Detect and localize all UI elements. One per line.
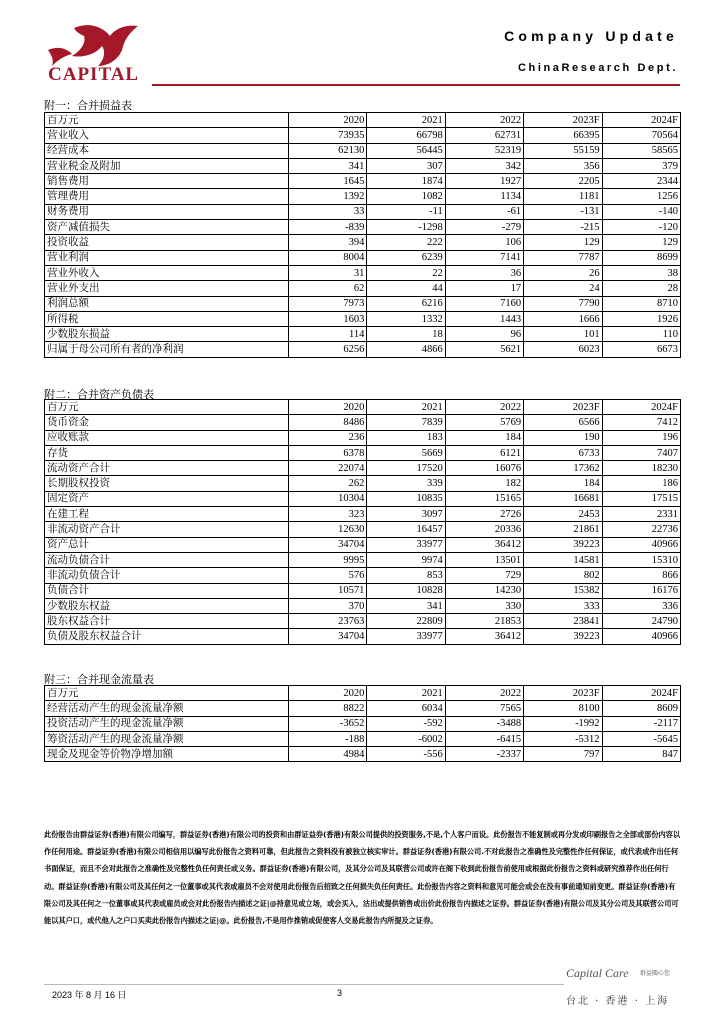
value-cell: 1443 bbox=[445, 311, 523, 326]
value-cell: 8710 bbox=[602, 296, 680, 311]
table-header-row bbox=[45, 113, 681, 128]
table-row bbox=[45, 281, 681, 296]
value-cell: 8609 bbox=[602, 701, 680, 716]
table-row bbox=[45, 430, 681, 445]
value-cell: 15165 bbox=[445, 491, 523, 506]
value-cell: 21861 bbox=[524, 522, 602, 537]
value-cell: 7973 bbox=[289, 296, 367, 311]
value-cell: 6566 bbox=[524, 415, 602, 430]
value-cell: 4866 bbox=[367, 342, 445, 357]
table-row bbox=[45, 716, 681, 731]
row-label: 营业利润 bbox=[45, 250, 289, 265]
value-cell: 5669 bbox=[367, 445, 445, 460]
value-cell: 44 bbox=[367, 281, 445, 296]
table-row bbox=[45, 445, 681, 460]
value-cell: 1926 bbox=[602, 311, 680, 326]
row-label: 经营活动产生的现金流量净额 bbox=[45, 701, 289, 716]
row-label: 财务费用 bbox=[45, 204, 289, 219]
unit-label: 百万元 bbox=[45, 113, 289, 128]
year-header: 2020 bbox=[289, 400, 367, 415]
table-row bbox=[45, 128, 681, 143]
value-cell: 379 bbox=[602, 158, 680, 173]
value-cell: 24 bbox=[524, 281, 602, 296]
row-label: 固定资产 bbox=[45, 491, 289, 506]
row-label: 所得税 bbox=[45, 311, 289, 326]
value-cell: 182 bbox=[445, 476, 523, 491]
year-header: 2024F bbox=[602, 113, 680, 128]
value-cell: 36 bbox=[445, 265, 523, 280]
value-cell: 1874 bbox=[367, 174, 445, 189]
value-cell: 6256 bbox=[289, 342, 367, 357]
row-label: 营业外收入 bbox=[45, 265, 289, 280]
table-row bbox=[45, 614, 681, 629]
row-label: 营业税金及附加 bbox=[45, 158, 289, 173]
value-cell: -215 bbox=[524, 220, 602, 235]
value-cell: 342 bbox=[445, 158, 523, 173]
footer-divider bbox=[44, 984, 564, 985]
row-label: 货币资金 bbox=[45, 415, 289, 430]
value-cell: 8100 bbox=[524, 701, 602, 716]
value-cell: 101 bbox=[524, 327, 602, 342]
value-cell: 222 bbox=[367, 235, 445, 250]
value-cell: 3097 bbox=[367, 507, 445, 522]
unit-label: 百万元 bbox=[45, 400, 289, 415]
value-cell: -5645 bbox=[602, 731, 680, 746]
table-row bbox=[45, 158, 681, 173]
value-cell: 39223 bbox=[524, 537, 602, 552]
value-cell: -11 bbox=[367, 204, 445, 219]
value-cell: 9974 bbox=[367, 552, 445, 567]
value-cell: 196 bbox=[602, 430, 680, 445]
value-cell: 4984 bbox=[289, 747, 367, 762]
value-cell: 6378 bbox=[289, 445, 367, 460]
value-cell: 18230 bbox=[602, 461, 680, 476]
value-cell: 10304 bbox=[289, 491, 367, 506]
table-row bbox=[45, 476, 681, 491]
year-header: 2023F bbox=[524, 113, 602, 128]
value-cell: 21853 bbox=[445, 614, 523, 629]
value-cell: 6733 bbox=[524, 445, 602, 460]
value-cell: 1134 bbox=[445, 189, 523, 204]
value-cell: 1392 bbox=[289, 189, 367, 204]
row-label: 少数股东损益 bbox=[45, 327, 289, 342]
value-cell: 39223 bbox=[524, 629, 602, 644]
page-number: 3 bbox=[337, 988, 343, 998]
value-cell: 13501 bbox=[445, 552, 523, 567]
row-label: 长期股权投资 bbox=[45, 476, 289, 491]
value-cell: 20336 bbox=[445, 522, 523, 537]
value-cell: 26 bbox=[524, 265, 602, 280]
value-cell: 22 bbox=[367, 265, 445, 280]
value-cell: -3488 bbox=[445, 716, 523, 731]
value-cell: 6023 bbox=[524, 342, 602, 357]
value-cell: 31 bbox=[289, 265, 367, 280]
table-row bbox=[45, 461, 681, 476]
year-header: 2021 bbox=[367, 400, 445, 415]
value-cell: -140 bbox=[602, 204, 680, 219]
year-header: 2021 bbox=[367, 686, 445, 701]
value-cell: -6415 bbox=[445, 731, 523, 746]
department-label: ChinaResearch Dept. bbox=[517, 62, 678, 74]
value-cell: 16457 bbox=[367, 522, 445, 537]
value-cell: 114 bbox=[289, 327, 367, 342]
value-cell: 66798 bbox=[367, 128, 445, 143]
cashflow-statement-table bbox=[44, 685, 681, 762]
year-header: 2024F bbox=[602, 686, 680, 701]
table-row bbox=[45, 731, 681, 746]
value-cell: 6034 bbox=[367, 701, 445, 716]
value-cell: 7407 bbox=[602, 445, 680, 460]
year-header: 2022 bbox=[445, 686, 523, 701]
value-cell: 22809 bbox=[367, 614, 445, 629]
value-cell: -188 bbox=[289, 731, 367, 746]
row-label: 归属于母公司所有者的净利润 bbox=[45, 342, 289, 357]
value-cell: 6239 bbox=[367, 250, 445, 265]
value-cell: 8822 bbox=[289, 701, 367, 716]
cashflow-statement-title: 附三：合并现金流量表 bbox=[44, 674, 154, 686]
value-cell: -839 bbox=[289, 220, 367, 235]
table-row bbox=[45, 250, 681, 265]
table-row bbox=[45, 491, 681, 506]
row-label: 流动负债合计 bbox=[45, 552, 289, 567]
row-label: 资产总计 bbox=[45, 537, 289, 552]
year-header: 2020 bbox=[289, 686, 367, 701]
table-row bbox=[45, 189, 681, 204]
value-cell: 58565 bbox=[602, 143, 680, 158]
value-cell: 341 bbox=[367, 598, 445, 613]
value-cell: -3652 bbox=[289, 716, 367, 731]
row-label: 少数股东权益 bbox=[45, 598, 289, 613]
value-cell: -131 bbox=[524, 204, 602, 219]
table-row bbox=[45, 296, 681, 311]
value-cell: 323 bbox=[289, 507, 367, 522]
value-cell: 14230 bbox=[445, 583, 523, 598]
value-cell: 16176 bbox=[602, 583, 680, 598]
row-label: 管理费用 bbox=[45, 189, 289, 204]
value-cell: 16076 bbox=[445, 461, 523, 476]
table-row bbox=[45, 311, 681, 326]
value-cell: 96 bbox=[445, 327, 523, 342]
value-cell: 62 bbox=[289, 281, 367, 296]
page-header bbox=[0, 0, 724, 92]
value-cell: 106 bbox=[445, 235, 523, 250]
value-cell: 1666 bbox=[524, 311, 602, 326]
value-cell: -5312 bbox=[524, 731, 602, 746]
value-cell: 866 bbox=[602, 568, 680, 583]
row-label: 利润总额 bbox=[45, 296, 289, 311]
value-cell: 17362 bbox=[524, 461, 602, 476]
value-cell: 22736 bbox=[602, 522, 680, 537]
value-cell: 110 bbox=[602, 327, 680, 342]
value-cell: 7160 bbox=[445, 296, 523, 311]
table-row bbox=[45, 204, 681, 219]
value-cell: 2453 bbox=[524, 507, 602, 522]
row-label: 股东权益合计 bbox=[45, 614, 289, 629]
value-cell: 802 bbox=[524, 568, 602, 583]
table-row bbox=[45, 327, 681, 342]
value-cell: 34704 bbox=[289, 537, 367, 552]
value-cell: 6673 bbox=[602, 342, 680, 357]
value-cell: 184 bbox=[524, 476, 602, 491]
value-cell: 9995 bbox=[289, 552, 367, 567]
capital-care-logo: Capital Care bbox=[566, 966, 629, 980]
value-cell: 7790 bbox=[524, 296, 602, 311]
value-cell: 356 bbox=[524, 158, 602, 173]
value-cell: 186 bbox=[602, 476, 680, 491]
value-cell: 28 bbox=[602, 281, 680, 296]
value-cell: 236 bbox=[289, 430, 367, 445]
income-statement-title: 附一：合并损益表 bbox=[44, 100, 132, 112]
value-cell: -2337 bbox=[445, 747, 523, 762]
value-cell: 24790 bbox=[602, 614, 680, 629]
value-cell: 40966 bbox=[602, 629, 680, 644]
row-label: 负债及股东权益合计 bbox=[45, 629, 289, 644]
balance-sheet-table bbox=[44, 399, 681, 645]
report-type-title: Company Update bbox=[504, 28, 678, 44]
table-row bbox=[45, 342, 681, 357]
value-cell: 1645 bbox=[289, 174, 367, 189]
value-cell: 2726 bbox=[445, 507, 523, 522]
value-cell: -279 bbox=[445, 220, 523, 235]
value-cell: 15382 bbox=[524, 583, 602, 598]
table-row bbox=[45, 552, 681, 567]
value-cell: 183 bbox=[367, 430, 445, 445]
value-cell: 8004 bbox=[289, 250, 367, 265]
office-cities: 台北 · 香港 · 上海 bbox=[566, 996, 670, 1007]
value-cell: -592 bbox=[367, 716, 445, 731]
value-cell: 23841 bbox=[524, 614, 602, 629]
table-row bbox=[45, 174, 681, 189]
value-cell: 853 bbox=[367, 568, 445, 583]
balance-sheet-title: 附二：合并资产负债表 bbox=[44, 389, 154, 401]
value-cell: 22074 bbox=[289, 461, 367, 476]
value-cell: 6216 bbox=[367, 296, 445, 311]
table-row bbox=[45, 598, 681, 613]
value-cell: 7141 bbox=[445, 250, 523, 265]
value-cell: 2344 bbox=[602, 174, 680, 189]
table-row bbox=[45, 415, 681, 430]
table-row bbox=[45, 583, 681, 598]
value-cell: 129 bbox=[524, 235, 602, 250]
value-cell: 14581 bbox=[524, 552, 602, 567]
value-cell: 1082 bbox=[367, 189, 445, 204]
table-row bbox=[45, 507, 681, 522]
value-cell: 17 bbox=[445, 281, 523, 296]
value-cell: -120 bbox=[602, 220, 680, 235]
value-cell: 23763 bbox=[289, 614, 367, 629]
table-row bbox=[45, 537, 681, 552]
value-cell: -2117 bbox=[602, 716, 680, 731]
value-cell: 36412 bbox=[445, 629, 523, 644]
value-cell: 16681 bbox=[524, 491, 602, 506]
value-cell: 307 bbox=[367, 158, 445, 173]
value-cell: 33977 bbox=[367, 537, 445, 552]
value-cell: 1256 bbox=[602, 189, 680, 204]
row-label: 非流动资产合计 bbox=[45, 522, 289, 537]
value-cell: 38 bbox=[602, 265, 680, 280]
row-label: 筹资活动产生的现金流量净额 bbox=[45, 731, 289, 746]
table-row bbox=[45, 568, 681, 583]
value-cell: 797 bbox=[524, 747, 602, 762]
capital-care-chinese-label: 群益關心您 bbox=[640, 971, 671, 977]
table-row bbox=[45, 629, 681, 644]
table-row bbox=[45, 143, 681, 158]
row-label: 现金及现金等价物净增加额 bbox=[45, 747, 289, 762]
value-cell: 10571 bbox=[289, 583, 367, 598]
row-label: 营业收入 bbox=[45, 128, 289, 143]
value-cell: 330 bbox=[445, 598, 523, 613]
value-cell: 66395 bbox=[524, 128, 602, 143]
table-row bbox=[45, 747, 681, 762]
table-row bbox=[45, 235, 681, 250]
value-cell: 7565 bbox=[445, 701, 523, 716]
row-label: 在建工程 bbox=[45, 507, 289, 522]
row-label: 负债合计 bbox=[45, 583, 289, 598]
value-cell: 33977 bbox=[367, 629, 445, 644]
value-cell: 729 bbox=[445, 568, 523, 583]
value-cell: 7787 bbox=[524, 250, 602, 265]
row-label: 投资活动产生的现金流量净额 bbox=[45, 716, 289, 731]
value-cell: 7839 bbox=[367, 415, 445, 430]
row-label: 资产减值损失 bbox=[45, 220, 289, 235]
value-cell: -1992 bbox=[524, 716, 602, 731]
value-cell: 847 bbox=[602, 747, 680, 762]
value-cell: 333 bbox=[524, 598, 602, 613]
year-header: 2021 bbox=[367, 113, 445, 128]
row-label: 投资收益 bbox=[45, 235, 289, 250]
value-cell: 17515 bbox=[602, 491, 680, 506]
row-label: 流动资产合计 bbox=[45, 461, 289, 476]
value-cell: 341 bbox=[289, 158, 367, 173]
value-cell: 55159 bbox=[524, 143, 602, 158]
row-label: 销售费用 bbox=[45, 174, 289, 189]
value-cell: 7412 bbox=[602, 415, 680, 430]
value-cell: 262 bbox=[289, 476, 367, 491]
value-cell: 336 bbox=[602, 598, 680, 613]
value-cell: 2205 bbox=[524, 174, 602, 189]
year-header: 2024F bbox=[602, 400, 680, 415]
value-cell: 34704 bbox=[289, 629, 367, 644]
value-cell: 8699 bbox=[602, 250, 680, 265]
row-label: 经营成本 bbox=[45, 143, 289, 158]
year-header: 2023F bbox=[524, 400, 602, 415]
year-header: 2022 bbox=[445, 400, 523, 415]
value-cell: 6121 bbox=[445, 445, 523, 460]
value-cell: 33 bbox=[289, 204, 367, 219]
income-statement-table bbox=[44, 112, 681, 358]
year-header: 2022 bbox=[445, 113, 523, 128]
row-label: 应收账款 bbox=[45, 430, 289, 445]
row-label: 存货 bbox=[45, 445, 289, 460]
value-cell: 129 bbox=[602, 235, 680, 250]
table-row bbox=[45, 265, 681, 280]
value-cell: 339 bbox=[367, 476, 445, 491]
value-cell: 5769 bbox=[445, 415, 523, 430]
report-date: 2023 年 8 月 16 日 bbox=[52, 990, 127, 1000]
value-cell: 2331 bbox=[602, 507, 680, 522]
value-cell: 62130 bbox=[289, 143, 367, 158]
value-cell: 73935 bbox=[289, 128, 367, 143]
table-header-row bbox=[45, 686, 681, 701]
value-cell: 18 bbox=[367, 327, 445, 342]
year-header: 2023F bbox=[524, 686, 602, 701]
value-cell: 70564 bbox=[602, 128, 680, 143]
value-cell: 1927 bbox=[445, 174, 523, 189]
value-cell: 56445 bbox=[367, 143, 445, 158]
value-cell: 17520 bbox=[367, 461, 445, 476]
value-cell: 1603 bbox=[289, 311, 367, 326]
value-cell: 5621 bbox=[445, 342, 523, 357]
value-cell: 184 bbox=[445, 430, 523, 445]
table-header-row bbox=[45, 400, 681, 415]
value-cell: 10835 bbox=[367, 491, 445, 506]
legal-disclaimer: 此份报告由群益证券(香港)有限公司编写，群益证券(香港)有限公司的投资和由群证益券(香港)有限公司提供的投资服务,不是,个人客户而设。此份报告不能复制或再分发或印刷报告之全部或部份内容以作任何用途。群益证券(香港)有限公司相信用以编写此份报告之资料可靠，但此报告之资料没有被独立核实审计。群益证券(香港)有限公司.不对此报告之准确性及完整性作任何保证，或代表或作出任何书面保证，而且不会对此报告之准确性及完整性负任何责任或义务。群益证券(香港)有限公司，及其分公司及其联营公司或许在阁下收到此份报告前使用或根据此份报告之资料或研究推荐作出任何行动。群益证券(香港)有限公司及其任何之一位董事或其代表或雇员不会对使用此份报告后招致之任何损失负任何责任。此份报告内容之资料和意见可能会或会在没有事前通知前变更。群益证券(香港)有限公司及其任何之一位董事或其代表或雇员或会对此份报告内描述之证|@持意见或立场，或会买入，沽出或提供销售或出价此份报告内描述之证券。群益证券(香港)有限公司及其分公司及其联营公司可能以其户口，或代他人之户口买卖此份报告内描述之证|@。此份报告,不是用作推销或促使客人交易此报告内所提及之证券。 bbox=[44, 830, 681, 926]
row-label: 营业外支出 bbox=[45, 281, 289, 296]
row-label: 非流动负债合计 bbox=[45, 568, 289, 583]
value-cell: 1332 bbox=[367, 311, 445, 326]
value-cell: 10828 bbox=[367, 583, 445, 598]
unit-label: 百万元 bbox=[45, 686, 289, 701]
value-cell: 394 bbox=[289, 235, 367, 250]
value-cell: 40966 bbox=[602, 537, 680, 552]
table-row bbox=[45, 701, 681, 716]
value-cell: 15310 bbox=[602, 552, 680, 567]
header-divider bbox=[152, 84, 680, 86]
logo-wordmark: CAPITAL bbox=[48, 64, 140, 85]
value-cell: -61 bbox=[445, 204, 523, 219]
table-row bbox=[45, 522, 681, 537]
value-cell: 370 bbox=[289, 598, 367, 613]
value-cell: -6002 bbox=[367, 731, 445, 746]
value-cell: 12630 bbox=[289, 522, 367, 537]
value-cell: -1298 bbox=[367, 220, 445, 235]
value-cell: 36412 bbox=[445, 537, 523, 552]
value-cell: 62731 bbox=[445, 128, 523, 143]
value-cell: 1181 bbox=[524, 189, 602, 204]
value-cell: 52319 bbox=[445, 143, 523, 158]
table-row bbox=[45, 220, 681, 235]
year-header: 2020 bbox=[289, 113, 367, 128]
value-cell: 576 bbox=[289, 568, 367, 583]
value-cell: -556 bbox=[367, 747, 445, 762]
value-cell: 8486 bbox=[289, 415, 367, 430]
value-cell: 190 bbox=[524, 430, 602, 445]
